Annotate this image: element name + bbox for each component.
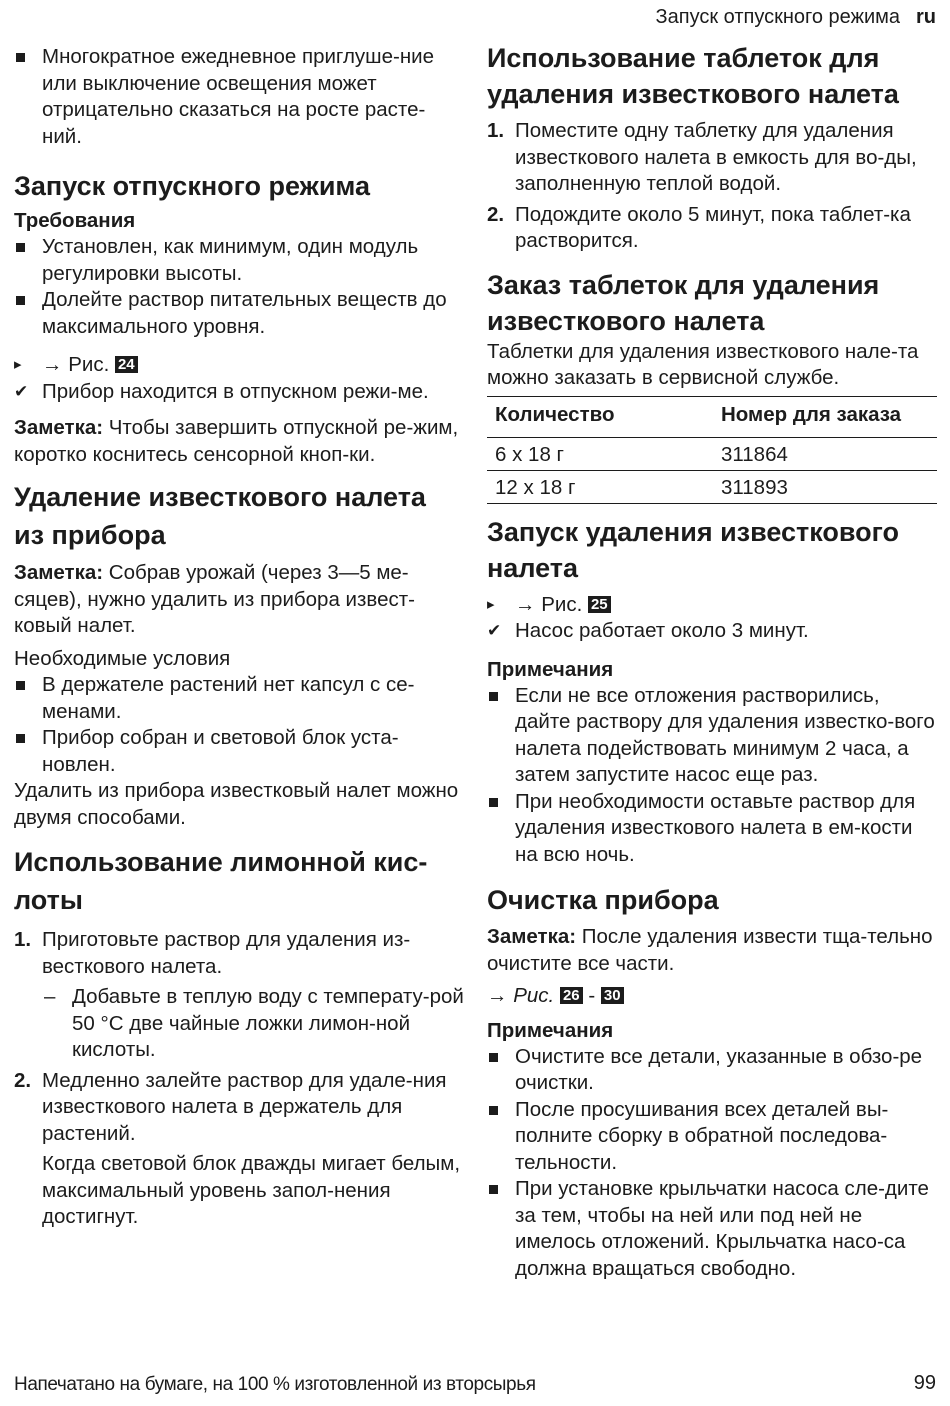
note-paragraph: Заметка: Чтобы завершить отпускной ре-жим, коротко коснитесь сенсорной кноп-ки. bbox=[14, 416, 459, 466]
language-code: ru bbox=[916, 6, 936, 28]
section-heading-start: Запуск удаления известкового налета bbox=[487, 516, 900, 583]
section-heading-order: Заказ таблеток для удаления известкового налета bbox=[487, 269, 880, 336]
figure-badge: 26 bbox=[560, 987, 583, 1004]
bullet-icon bbox=[16, 681, 25, 690]
list-item: После просушивания всех деталей вы-полните сборку в обратной последова-тельности. bbox=[487, 1097, 937, 1177]
notes-heading: Примечания bbox=[487, 1018, 614, 1042]
table-cell: 311864 bbox=[713, 437, 937, 470]
list-item: 2. Медленно залейте раствор для удале-ния известкового налета в держатель для растений. bbox=[14, 1068, 447, 1145]
list-item: 1. Приготовьте раствор для удаления из-весткового налета. bbox=[14, 928, 411, 978]
citric-steps bbox=[14, 927, 464, 1231]
list-item: 2. Подождите около 5 минут, пока таблет-ка растворится. bbox=[487, 202, 911, 252]
bullet-icon bbox=[16, 734, 25, 743]
figure-badge: 24 bbox=[115, 356, 138, 373]
column-header: Количество bbox=[487, 396, 713, 437]
page-number: 99 bbox=[913, 1372, 936, 1394]
note-paragraph: Заметка: После удаления извести тща-тельно очистите все части. bbox=[487, 925, 933, 975]
list-item: При установке крыльчатки насоса сле-дите за тем, чтобы на ней или под ней не имелось отложений. Крыльчатка насо-са должна вращаться свободно. bbox=[487, 1176, 937, 1282]
table-cell: 6 x 18 г bbox=[487, 437, 713, 470]
table-header-row bbox=[487, 396, 937, 437]
table-row bbox=[487, 470, 937, 503]
checkmark-icon: ✔ bbox=[487, 621, 502, 640]
action-step: ▸ → Рис. 25 bbox=[487, 592, 937, 619]
figure-badge: 25 bbox=[588, 596, 611, 613]
list-item: 1. Поместите одну таблетку для удаления известкового налета в емкость для во-ды, заполненную теплой водой. bbox=[487, 119, 917, 195]
order-table bbox=[487, 396, 937, 504]
tablets-steps bbox=[487, 118, 937, 255]
ways-paragraph: Удалить из прибора известковый налет можно двумя способами. bbox=[14, 779, 459, 829]
step-number: 1. bbox=[14, 928, 32, 951]
bullet-icon bbox=[16, 53, 25, 62]
list-item: В держателе растений нет капсул с се-менами. bbox=[14, 672, 464, 725]
action-result: ✔ Прибор находится в отпускном режи-ме. bbox=[14, 379, 464, 406]
section-heading-citric: Использование лимонной кис-лоты bbox=[14, 847, 428, 915]
step-number: 2. bbox=[487, 202, 505, 226]
requirements-list bbox=[14, 234, 464, 340]
list-item: Очистите все детали, указанные в обзо-ре очистки. bbox=[487, 1044, 937, 1097]
order-paragraph: Таблетки для удаления известкового нале-та можно заказать в сервисной службе. bbox=[487, 339, 919, 389]
action-result: ✔ Насос работает около 3 минут. bbox=[487, 618, 937, 645]
table-cell: 12 x 18 г bbox=[487, 470, 713, 503]
triangle-icon: ▸ bbox=[14, 356, 22, 373]
bullet-icon bbox=[489, 1106, 498, 1115]
step-number: 1. bbox=[487, 119, 505, 142]
list-item: Установлен, как минимум, один модуль регулировки высоты. bbox=[14, 234, 464, 287]
running-header-title: Запуск отпускного режима bbox=[655, 6, 900, 28]
bullet-icon bbox=[489, 798, 498, 807]
start-notes-list bbox=[487, 683, 937, 869]
list-item: Прибор собран и световой блок уста-новлен. bbox=[14, 725, 464, 778]
arrow-icon: → bbox=[487, 984, 508, 1007]
footer-text: Напечатано на бумаге, на 100 % изготовленной из вторсырья bbox=[14, 1374, 536, 1395]
conditions-label: Необходимые условия bbox=[14, 646, 231, 670]
running-header bbox=[656, 6, 936, 29]
bullet-icon bbox=[489, 1053, 498, 1062]
triangle-icon: ▸ bbox=[487, 595, 495, 613]
column-header: Номер для заказа bbox=[713, 396, 937, 437]
step-number: 2. bbox=[14, 1068, 32, 1092]
table-row bbox=[487, 437, 937, 470]
conditions-list bbox=[14, 672, 464, 778]
sub-list-item: – Добавьте в теплую воду с температу-рой 50 °C две чайные ложки лимон-ной кислоты. bbox=[44, 985, 464, 1061]
notes-heading: Примечания bbox=[487, 657, 614, 681]
section-heading-descale: Удаление известкового налета из прибора bbox=[14, 482, 426, 550]
note-paragraph: Заметка: Собрав урожай (через 3—5 ме-сяцев), нужно удалить из прибора извест-ковый налет. bbox=[14, 561, 415, 637]
step-continuation: Когда световой блок дважды мигает белым, максимальный уровень запол-нения достигнут. bbox=[42, 1152, 461, 1228]
requirements-heading: Требования bbox=[14, 209, 136, 232]
checkmark-icon: ✔ bbox=[14, 381, 29, 401]
bullet-icon bbox=[16, 296, 25, 305]
table-cell: 311893 bbox=[713, 470, 937, 503]
bullet-icon bbox=[16, 243, 25, 252]
section-heading-tablets: Использование таблеток для удаления известкового налета bbox=[487, 43, 899, 109]
dash-icon: – bbox=[44, 985, 56, 1008]
clean-notes-list bbox=[487, 1044, 937, 1283]
bullet-icon bbox=[489, 1185, 498, 1194]
figure-reference: → Рис. 26 - 30 bbox=[487, 983, 937, 1010]
section-heading-clean: Очистка прибора bbox=[487, 885, 719, 915]
list-item: При необходимости оставьте раствор для удаления известкового налета в ем-кости на всю ночь. bbox=[487, 789, 937, 869]
section-heading-vacation: Запуск отпускного режима bbox=[14, 171, 371, 201]
bullet-icon bbox=[489, 692, 498, 701]
action-step: ▸ → Рис. 24 bbox=[14, 352, 464, 379]
list-item: Многократное ежедневное приглуше-ние или выключение освещения может отрицательно сказаться на росте расте-ний. bbox=[14, 44, 464, 150]
figure-badge: 30 bbox=[601, 987, 624, 1004]
intro-list bbox=[14, 44, 464, 150]
list-item: Если не все отложения растворились, дайте раствору для удаления известко-вого налета подействовать минимум 2 часа, а затем запустите насос еще раз. bbox=[487, 683, 937, 789]
left-column bbox=[14, 44, 464, 1231]
list-item: Долейте раствор питательных веществ до максимального уровня. bbox=[14, 287, 464, 340]
right-column bbox=[487, 44, 937, 1282]
